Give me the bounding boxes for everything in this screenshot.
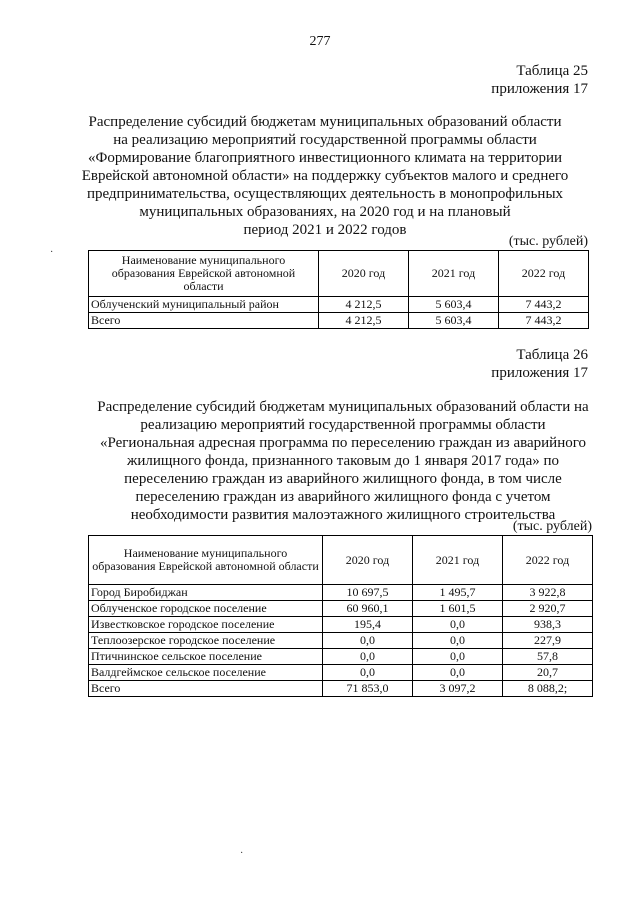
value-2020: 195,4 xyxy=(323,617,413,633)
table-row-total xyxy=(89,681,593,697)
value-2020: 60 960,1 xyxy=(323,601,413,617)
value-2022: 8 088,2; xyxy=(503,681,593,697)
value-2020: 4 212,5 xyxy=(319,313,409,329)
table-25-title-line: Еврейской автономной области» на поддержку субъектов малого и среднего xyxy=(81,168,569,184)
table-25-title xyxy=(60,113,590,239)
table-25-label-line2: приложения 17 xyxy=(491,81,588,97)
table-26-title xyxy=(78,398,608,524)
table-26-title-line: жилищного фонда, признанного таковым до 1 января 2017 года» по xyxy=(126,453,560,469)
value-2021: 5 603,4 xyxy=(409,313,499,329)
value-2021: 1 495,7 xyxy=(413,585,503,601)
value-2022: 57,8 xyxy=(503,649,593,665)
value-2022: 2 920,7 xyxy=(503,601,593,617)
value-2021: 0,0 xyxy=(413,617,503,633)
value-2020: 4 212,5 xyxy=(319,297,409,313)
value-2020: 71 853,0 xyxy=(323,681,413,697)
value-2021: 0,0 xyxy=(413,633,503,649)
table-26-header-row xyxy=(89,536,593,585)
value-2022: 938,3 xyxy=(503,617,593,633)
row-name: Всего xyxy=(89,681,323,697)
table-25-title-line: на реализацию мероприятий государственной программы области xyxy=(113,132,537,148)
table-row xyxy=(89,649,593,665)
value-2022: 20,7 xyxy=(503,665,593,681)
row-name: Птичнинское сельское поселение xyxy=(89,649,323,665)
table-25-title-line: Распределение субсидий бюджетам муниципальных образований области xyxy=(88,114,562,130)
table-25-label-line1: Таблица 25 xyxy=(516,63,588,79)
row-name: Всего xyxy=(89,313,319,329)
column-header-2022: 2022 год xyxy=(503,536,593,585)
row-name: Теплоозерское городское поселение xyxy=(89,633,323,649)
value-2022: 3 922,8 xyxy=(503,585,593,601)
table-26-title-line: необходимости развития малоэтажного жилищного строительства xyxy=(130,507,556,523)
table-row xyxy=(89,585,593,601)
table-row xyxy=(89,617,593,633)
value-2022: 227,9 xyxy=(503,633,593,649)
table-row xyxy=(89,633,593,649)
table-25-label xyxy=(491,62,588,98)
value-2020: 0,0 xyxy=(323,633,413,649)
table-25-title-line: «Формирование благоприятного инвестиционного климата на территории xyxy=(87,150,563,166)
table-25-header-row xyxy=(89,251,589,297)
column-header-2020: 2020 год xyxy=(319,251,409,297)
scan-mark: · xyxy=(50,247,54,258)
table-row xyxy=(89,665,593,681)
row-name: Город Биробиджан xyxy=(89,585,323,601)
value-2022: 7 443,2 xyxy=(499,313,589,329)
value-2021: 5 603,4 xyxy=(409,297,499,313)
table-25-units: (тыс. рублей) xyxy=(508,234,588,249)
value-2021: 3 097,2 xyxy=(413,681,503,697)
table-26-title-line: переселению граждан из аварийного жилищного фонда с учетом xyxy=(135,489,551,505)
column-header-name: Наименование муниципального образования Еврейской автономной области xyxy=(89,536,323,585)
table-26-units: (тыс. рублей) xyxy=(512,519,592,534)
table-26-title-line: переселению граждан из аварийного жилищного фонда, в том числе xyxy=(124,471,562,487)
row-name: Облученский муниципальный район xyxy=(89,297,319,313)
table-row-total xyxy=(89,313,589,329)
value-2022: 7 443,2 xyxy=(499,297,589,313)
scan-mark: · xyxy=(240,848,244,859)
table-26-title-line: «Региональная адресная программа по переселению граждан из аварийного xyxy=(99,435,587,451)
value-2020: 10 697,5 xyxy=(323,585,413,601)
table-26-title-line: Распределение субсидий бюджетам муниципальных образований области на xyxy=(97,399,589,415)
table-26 xyxy=(88,535,593,697)
column-header-2021: 2021 год xyxy=(413,536,503,585)
value-2021: 1 601,5 xyxy=(413,601,503,617)
table-26-label xyxy=(491,346,588,382)
page-number: 277 xyxy=(309,34,331,49)
row-name: Облученское городское поселение xyxy=(89,601,323,617)
table-26-label-line2: приложения 17 xyxy=(491,365,588,381)
row-name: Известковское городское поселение xyxy=(89,617,323,633)
value-2020: 0,0 xyxy=(323,665,413,681)
table-25-title-line: предпринимательства, осуществляющих деятельность в монопрофильных xyxy=(86,186,564,202)
value-2020: 0,0 xyxy=(323,649,413,665)
column-header-name: Наименование муниципального образования Еврейской автономной области xyxy=(89,251,319,297)
column-header-2020: 2020 год xyxy=(323,536,413,585)
table-26-title-line: реализацию мероприятий государственной программы области xyxy=(140,417,546,433)
column-header-2022: 2022 год xyxy=(499,251,589,297)
table-row xyxy=(89,297,589,313)
column-header-2021: 2021 год xyxy=(409,251,499,297)
table-row xyxy=(89,601,593,617)
table-25 xyxy=(88,250,589,329)
table-26-label-line1: Таблица 26 xyxy=(516,347,588,363)
value-2021: 0,0 xyxy=(413,665,503,681)
table-25-title-line: муниципальных образованиях, на 2020 год и на плановый xyxy=(139,204,511,220)
value-2021: 0,0 xyxy=(413,649,503,665)
row-name: Валдгеймское сельское поселение xyxy=(89,665,323,681)
table-25-title-line: период 2021 и 2022 годов xyxy=(243,222,407,238)
